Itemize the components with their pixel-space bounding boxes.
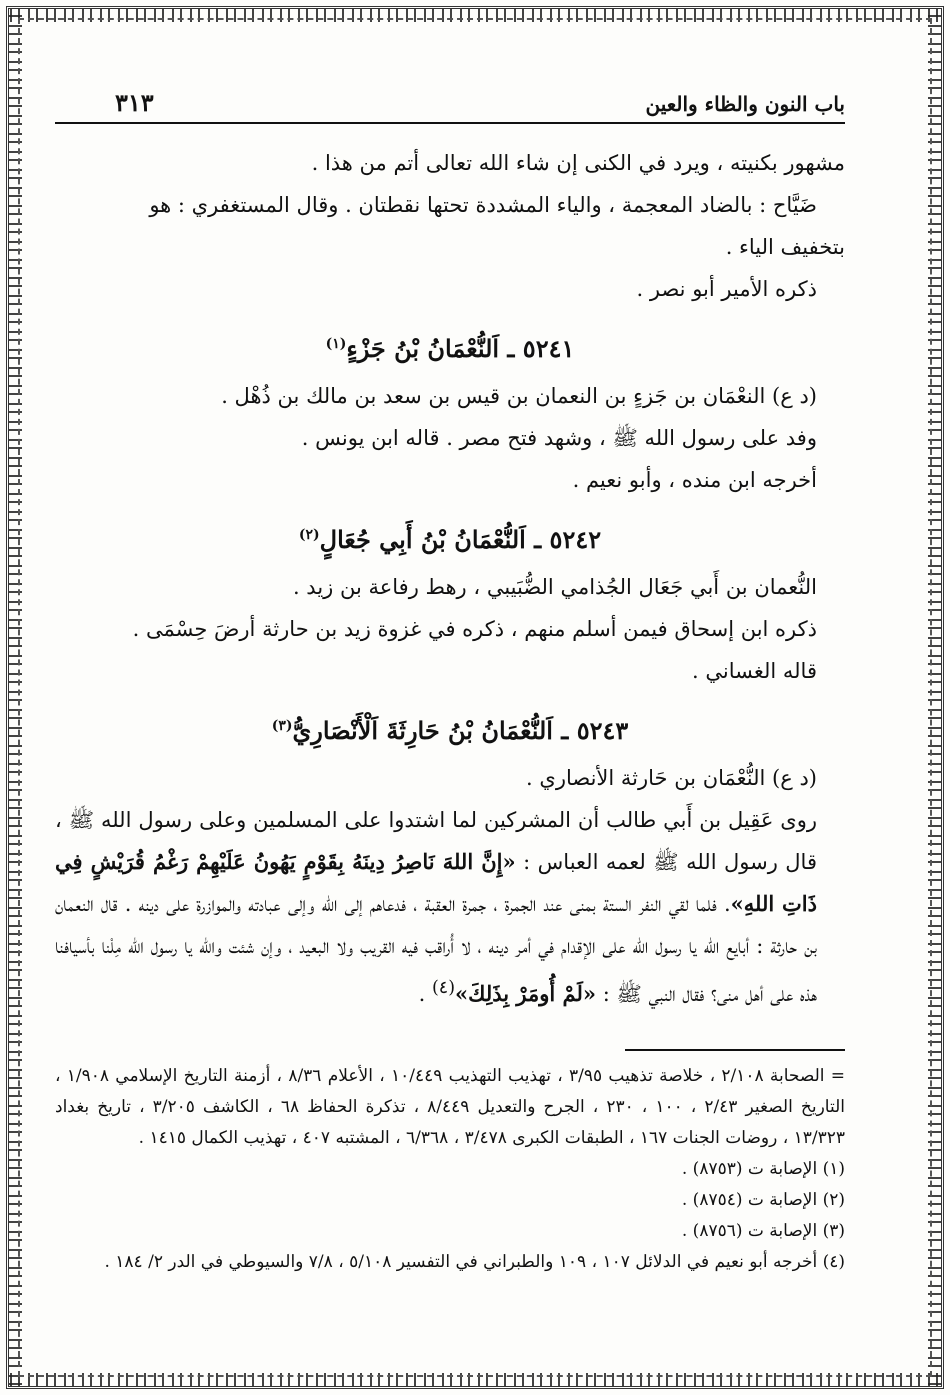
footnote-3: (٣) الإصابة ت (٨٧٥٦) . [681,1221,845,1241]
footnote-ref: (٢) [298,527,320,543]
main-text [55,142,845,1015]
footnote-ref: (٣) [271,718,293,734]
text-line: ذكره ابن إسحاق فيمن أسلم منهم ، ذكره في غزوة زيد بن حارثة أرضَ حِسْمَى . [132,617,817,641]
text-line: ذكره الأمير أبو نصر . [636,277,817,301]
footnote-separator [625,1049,845,1051]
footnote-1: (١) الإصابة ت (٨٧٥٣) . [681,1159,845,1179]
entry-title: ٥٢٤٣ ـ اَلنُّعْمَانُ بْنُ حَارِثَةَ اَلْأَنْصَارِيُّ [292,716,629,745]
page-content [55,80,845,1370]
running-header [55,80,845,124]
text-line: وفد على رسول الله ﷺ ، وشهد فتح مصر . قاله ابن يونس . [301,426,817,450]
text-line: مشهور بكنيته ، ويرد في الكنى إن شاء الله تعالى أتم من هذا . [311,151,845,175]
text-line: قاله الغساني . [692,659,817,683]
footnotes [55,1061,845,1278]
text-line: (د ع) النُّعْمَان بن حَارثة الأنصاري . [526,766,817,790]
paragraph [55,799,845,1015]
paragraph-end: . [418,982,432,1006]
paragraph-text: . فلما لقي النفر الستة بمنى عند الجمرة ، جمرة العقبة ، فدعاهم إلى الله وإلى عبادته والموازرة على دينه . قال النعمان بن حارثة : أبايع الله يا رسول الله على الإقدام في أمر دينه ، لا أُراقب فيه القريب ولا البعيد ، وإن شئت والله يا رسول الله مِلْنا بأسيافنا هذه على أهل منى؟ فقال النبي ﷺ : [55,892,817,1006]
hadith-quote: «إِنَّ اللهَ نَاصِرُ دِينَهُ بِقَوْمٍ يَهُونُ عَلَيْهِمْ رَغْمُ قُرَيْشٍ فِي ذَاتِ اللهِ» [55,849,817,916]
entry-heading-5241 [55,318,845,375]
text-line: ضَيَّاح : بالضاد المعجمة ، والياء المشددة تحتها نقطتان . وقال المستغفري : هو [149,193,817,217]
paragraph-text: روى عَقِيل بن أَبي طالب أن المشركين لما اشتدوا على المسلمين وعلى رسول الله ﷺ ، قال رسول الله ﷺ لعمه العباس : [55,808,817,874]
entry-title: ٥٢٤٢ ـ اَلنُّعْمَانُ بْنُ أَبِي جُعَالٍ [319,525,602,554]
hadith-quote: «لَمْ أُومَرْ بِذَلِكَ» [455,981,597,1006]
entry-title: ٥٢٤١ ـ اَلنُّعْمَانُ بْنُ جَزْءٍ [346,334,575,363]
entry-heading-5242 [55,509,845,566]
chapter-title: باب النون والظاء والعين [645,92,845,116]
entry-heading-5243 [55,700,845,757]
text-line: (د ع) النعْمَان بن جَزءٍ بن النعمان بن قيس بن سعد بن مالك بن ذُهْل . [221,384,817,408]
text-line: بتخفيف الياء . [725,235,845,259]
page-number: ٣١٣ [115,88,154,117]
footnote-ref: (٤) [431,978,456,998]
footnote-2: (٢) الإصابة ت (٨٧٥٤) . [681,1190,845,1210]
footnote-4: (٤) أخرجه أبو نعيم في الدلائل ١٠٧ ، ١٠٩ والطبراني في التفسير ٥/١٠٨ ، ٧/٨ والسيوطي في الدر ٢/ ١٨٤ . [104,1252,845,1272]
footnote-ref: (١) [325,336,347,352]
text-line: النُّعمان بن أَبي جَعَال الجُذامي الضُّبَيبي ، رهط رفاعة بن زيد . [292,575,817,599]
footnote-continuation: = الصحابة ٢/١٠٨ ، خلاصة تذهيب ٣/٩٥ ، تهذيب التهذيب ١٠/٤٤٩ ، الأعلام ٨/٣٦ ، أزمنة التاريخ الإسلامي ١/٩٠٨ ، التاريخ الصغير ٢/٤٣ ، ١٠٠ ، ٢٣٠ ، الجرح والتعديل ٨/٤٤٩ ، تذكرة الحفاظ ٦٨ ، الكاشف ٣/٢٠٥ ، تاريخ بغداد ١٣/٣٢٣ ، روضات الجنات ١٦٧ ، الطبقات الكبرى ٣/٤٧٨ ، ٦/٣٦٨ ، المشتبه ٤٠٧ ، تهذيب الكمال ١٤١٥ . [55,1066,846,1148]
text-line: أخرجه ابن منده ، وأبو نعيم . [572,468,817,492]
